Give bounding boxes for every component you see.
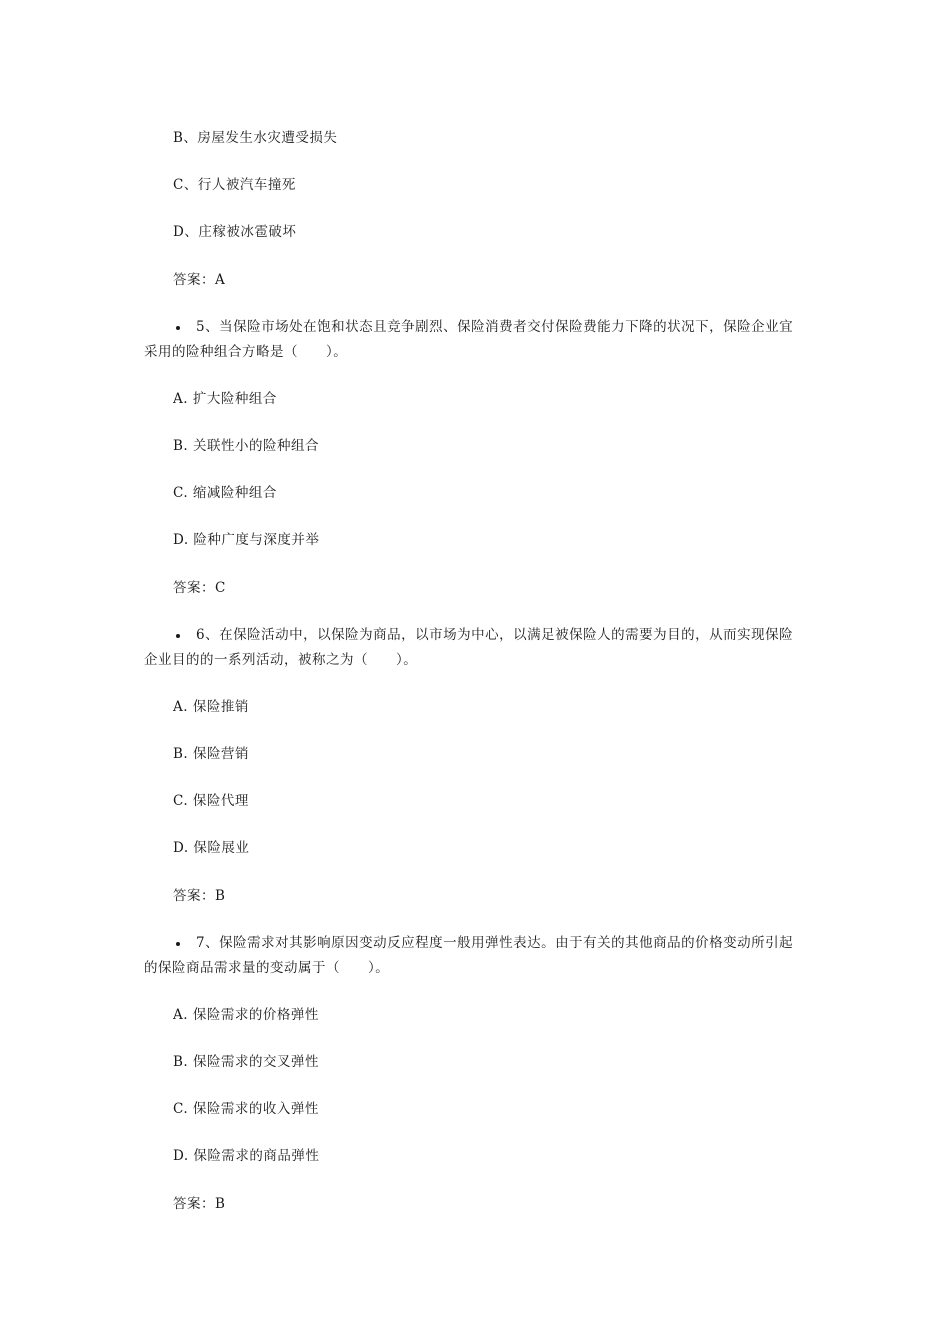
q6-stem-line1: 6、在保险活动中，以保险为商品，以市场为中心，以满足被保险人的需要为目的，从而实现保险: [196, 627, 794, 643]
bullet-icon: [176, 942, 180, 946]
q5-option-a: A. 扩大险种组合: [173, 391, 277, 407]
q7-stem-line2: 的保险商品需求量的变动属于（ ）。: [144, 960, 390, 976]
q6-stem-line2: 企业目的的一系列活动，被称之为（ ）。: [144, 652, 418, 668]
q4-answer: 答案：A: [173, 272, 226, 288]
q5-option-c: C. 缩减险种组合: [173, 485, 277, 501]
q5-option-b: B. 关联性小的险种组合: [173, 438, 320, 454]
bullet-icon: [176, 326, 180, 330]
q6-option-b: B. 保险营销: [173, 746, 250, 762]
q6-option-c: C. 保险代理: [173, 793, 249, 809]
q5-option-d: D. 险种广度与深度并举: [173, 532, 320, 548]
q7-stem-line1: 7、保险需求对其影响原因变动反应程度一般用弹性表达。由于有关的其他商品的价格变动所引起: [196, 935, 794, 951]
q5-answer: 答案：C: [173, 580, 226, 596]
q7-option-d: D. 保险需求的商品弹性: [173, 1148, 320, 1164]
q7-answer: 答案：B: [173, 1196, 226, 1212]
q7-option-a: A. 保险需求的价格弹性: [173, 1007, 319, 1023]
q5-stem-line1: 5、当保险市场处在饱和状态且竞争剧烈、保险消费者交付保险费能力下降的状况下，保险企业宜: [196, 319, 794, 335]
q6-option-a: A. 保险推销: [173, 699, 249, 715]
q4-option-c: C、行人被汽车撞死: [173, 177, 296, 193]
bullet-icon: [176, 634, 180, 638]
q6-option-d: D. 保险展业: [173, 840, 250, 856]
q4-option-b: B、房屋发生水灾遭受损失: [173, 130, 338, 146]
q7-option-c: C. 保险需求的收入弹性: [173, 1101, 319, 1117]
q6-answer: 答案：B: [173, 888, 226, 904]
q4-option-d: D、庄稼被冰雹破坏: [173, 224, 297, 240]
q5-stem-line2: 采用的险种组合方略是（ ）。: [144, 344, 348, 360]
q7-option-b: B. 保险需求的交叉弹性: [173, 1054, 320, 1070]
